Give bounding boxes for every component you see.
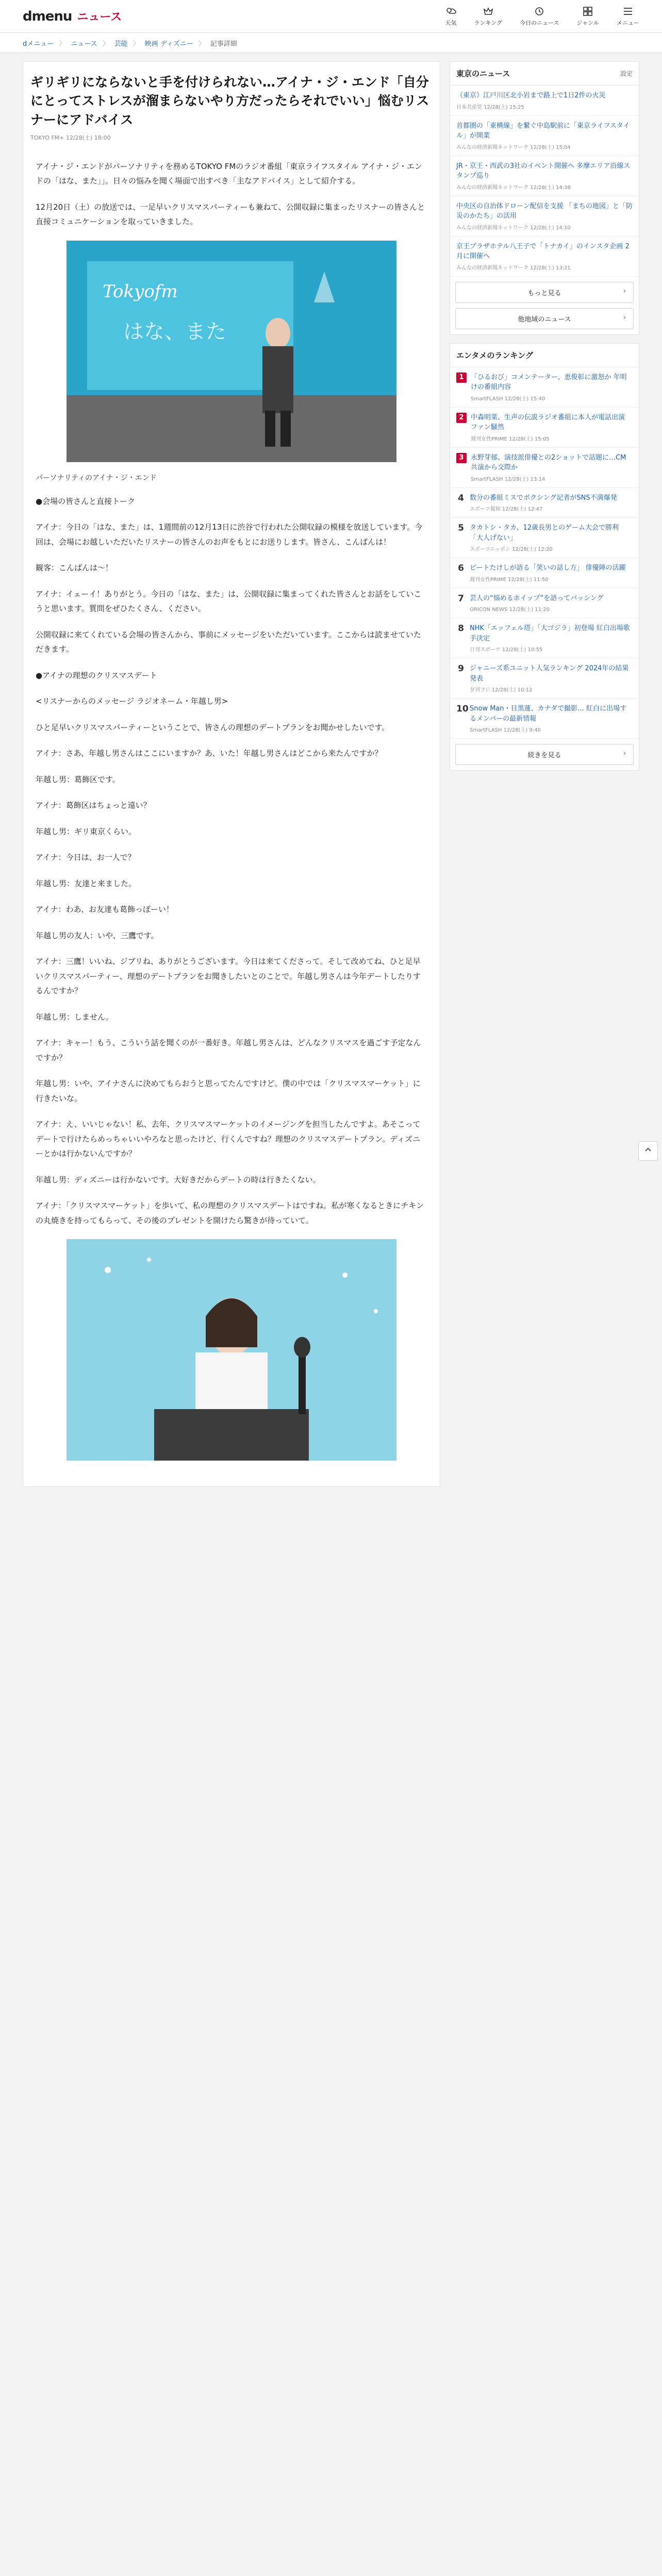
settings-link[interactable]: 設定: [620, 70, 633, 77]
rank-number: 6: [458, 563, 464, 573]
tokyo-news-source: みんなの経済新聞ネットワーク 12/28(土) 15:04: [456, 144, 571, 150]
dialogue-line: アイナ：さあ、年越し男さんはここにいますか？あ、いた！年越し男さんはどこから来たんですか？: [36, 749, 383, 758]
ranking-item-source: 週刊女性PRIME 12/28(土) 11:50: [470, 577, 549, 583]
dialogue-line: アイナ：わあ、お友達も葛飾っぽーい！: [36, 905, 174, 914]
dialogue-line: ひと足早いクリスマスパーティーということで、皆さんの理想のデートプランをお聞かせしたいです。: [36, 722, 390, 732]
breadcrumb-current: 記事詳細: [210, 40, 237, 48]
ranking-item-title: ビートたけしが語る「笑いの話し方」 俳優陣の活躍: [470, 564, 626, 572]
site-logo[interactable]: [23, 8, 122, 24]
brand-name: dmenu: [23, 9, 72, 24]
sidebar: [450, 61, 639, 1487]
dialogue-line: 年越し男：ギリ東京くらい。: [36, 826, 137, 836]
header-ranking-label: ランキング: [474, 19, 503, 26]
ranking-item-source: 日刊スポーツ 12/28(土) 10:55: [470, 647, 543, 653]
dialogue-line: 観客：こんばんは～！: [36, 563, 113, 573]
ranking-item[interactable]: [450, 408, 639, 448]
rank-number: 7: [458, 593, 464, 604]
photo-caption-1: パーソナリティのアイナ・ジ・エンド: [36, 473, 157, 482]
ranking-item-title: 「ひるおび」コメンテーター、恵俊彰に激怒か 年明けの番組内容: [471, 373, 627, 391]
rank-number: 2: [456, 413, 467, 423]
article-paragraph: アイナ・ジ・エンドがパーソナリティを務めるTOKYO FMのラジオ番組「東京ライフスタイル アイナ・ジ・エンドの「はな、また」」。日々の悩みを聞く場面で出すべき「主なアドバイス」として紹介する。: [36, 161, 422, 186]
breadcrumb-separator: 〉: [59, 40, 66, 48]
ranking-item-title: NHK「エッフェル塔」「大ゴジラ」初登場 紅白出場歌手決定: [470, 624, 630, 642]
ranking-item-title: タカトシ・タカ、12歳長男とのゲーム大会で勝利 「大人げない」: [470, 524, 619, 542]
article-paragraph: 12月20日（土）の放送では、一足早いクリスマスパーティーも兼ねて、公開収録に集まったリスナーの皆さんと直接コミュニケーションを取っていきました。: [36, 202, 425, 227]
ranking-item-title: 中森明菜、生声の伝説ラジオ番組に本人が電話出演 ファン騒然: [471, 413, 625, 431]
dialogue-line: 年越し男の友人：いや、三鷹です。: [36, 930, 159, 940]
ranking-item-source: SmartFLASH 12/28(土) 15:40: [471, 396, 545, 402]
ranking-item-source: スポーツニッポン 12/28(土) 12:20: [470, 547, 553, 552]
dialogue-line: アイナ：「クリスマスマーケット」を歩いて、私の理想のクリスマスデートはですね。私が寒くなるときにチキンの丸焼きを持ってもらって、その後のプレゼントを開けたら驚きが待っていて。: [36, 1201, 424, 1225]
section-heading: ●会場の皆さんと直接トーク: [36, 496, 136, 506]
tokyo-news-title: 東京のニュース: [456, 69, 510, 78]
other-area-button[interactable]: 他地域のニュース ›: [455, 308, 634, 329]
genre-icon: [582, 6, 593, 16]
tokyo-news-item[interactable]: [450, 156, 639, 196]
ranking-icon: [483, 6, 494, 16]
breadcrumb-dmenu[interactable]: dメニュー: [23, 40, 54, 48]
header-weather[interactable]: [445, 6, 456, 27]
header-genre[interactable]: [576, 6, 599, 27]
tokyo-news-title-text: 京王プラザホテル八王子で「トナカイ」のインスタ企画 2月に開催へ: [456, 242, 630, 260]
ranking-box: [450, 343, 639, 771]
tokyo-news-source: みんなの経済新聞ネットワーク 12/28(土) 14:38: [456, 184, 571, 191]
rank-number: 9: [458, 664, 464, 674]
site-header: [0, 0, 662, 33]
dialogue-line: アイナ：今日の「はな、また」は、1週間前の12月13日に渋谷で行われた公開収録の模様を放送しています。今回は、会場にお越しいただいたリスナーの皆さんのお声をもとにお送りします。皆さん、こんばんは！: [36, 522, 423, 547]
ranking-item[interactable]: [450, 488, 639, 518]
tokyo-news-item[interactable]: [450, 86, 639, 116]
tokyo-news-item[interactable]: [450, 196, 639, 236]
tokyo-news-source: みんなの経済新聞ネットワーク 12/28(土) 14:10: [456, 225, 571, 231]
article-photo-2[interactable]: [67, 1239, 396, 1461]
tokyo-news-source: みんなの経済新聞ネットワーク 12/28(土) 13:21: [456, 265, 571, 271]
ranking-item[interactable]: [450, 588, 639, 619]
rank-number: 5: [458, 523, 464, 533]
tokyo-news-item[interactable]: [450, 236, 639, 277]
ranking-item[interactable]: [450, 518, 639, 558]
article-meta: TOKYO FM+ 12/28(土) 18:00: [30, 134, 111, 141]
article-body: [30, 159, 433, 1461]
tokyo-news-box: [450, 61, 639, 335]
dialogue-line: アイナ：イェーイ！ありがとう。今日の「はな、また」は、公開収録に集まってくれた皆さんとお話をしていこうと思います。質問をぜひたくさん、ください。: [36, 589, 422, 614]
ranking-item[interactable]: [450, 367, 639, 408]
ranking-item-source: 夕刊フジ 12/28(土) 10:12: [470, 687, 533, 693]
header-today[interactable]: [520, 6, 559, 27]
breadcrumb-movie[interactable]: 映画 ディズニー: [144, 40, 193, 48]
tokyo-news-title-text: 首都圏の「東横線」を繋ぐ中島駅前に「東京ライフスタイル」が開業: [456, 122, 630, 140]
ranking-item-source: SmartFLASH 12/28(土) 13:14: [471, 476, 545, 482]
svg-text:はな、また: はな、また: [123, 319, 226, 344]
tokyo-news-title-text: （東京）江戸川区北小岩まで路上で1日2件の火災: [456, 92, 606, 99]
breadcrumb-separator: 〉: [198, 40, 205, 48]
ranking-item-title: 永野芽郁、演技派俳優との2ショットで話題に…CM共演から交際か: [471, 453, 626, 471]
tokyo-news-title-text: JR・京王・西武の3社のイベント開催へ 多摩エリア沿線スタンプ巡り: [456, 162, 631, 180]
ranking-item-source: SmartFLASH 12/28(土) 9:40: [470, 727, 541, 733]
more-button[interactable]: もっと見る ›: [455, 282, 634, 303]
header-menu-label: メニュー: [617, 19, 639, 26]
ranking-item-source: ORICON NEWS 12/28(土) 11:20: [470, 607, 550, 613]
scroll-to-top-button[interactable]: [638, 1141, 658, 1161]
menu-icon: [622, 6, 634, 16]
header-today-label: 今日のニュース: [520, 19, 559, 26]
rank-number: 4: [458, 493, 464, 503]
ranking-item-title: ジャニーズ系ユニット人気ランキング 2024年の結果発表: [470, 665, 629, 683]
news-today-icon: [534, 6, 545, 16]
ranking-item-source: スポーツ報知 12/28(土) 12:47: [470, 506, 543, 512]
header-genre-label: ジャンル: [576, 19, 599, 26]
ranking-item-source: 週刊女性PRIME 12/28(土) 15:05: [471, 436, 550, 442]
breadcrumb-separator: 〉: [133, 40, 140, 48]
dialogue-line: アイナ：キャー！もう、こういう話を聞くのが一番好き。年越し男さんは、どんなクリスマスを過ごす予定なんですか？: [36, 1038, 421, 1062]
dialogue-line: 公開収録に来てくれている会場の皆さんから、事前にメッセージをいただいています。ここからは読ませていただきます。: [36, 630, 421, 654]
rank-number: 3: [456, 453, 467, 463]
dialogue-line: 年越し男：ディズニーは行かないです。大好きだからデートの時は行きたくない。: [36, 1175, 321, 1184]
ranking-item[interactable]: [450, 448, 639, 488]
ranking-item-title: Snow Man・目黒蓮、カナダで撮影… 紅白に出場するメンバーの最新情報: [470, 705, 627, 723]
ranking-item[interactable]: [450, 699, 639, 739]
breadcrumb: [0, 33, 662, 53]
dialogue-line: <リスナーからのメッセージ ラジオネーム・年越し男>: [36, 697, 228, 706]
ranking-header: [450, 344, 639, 367]
header-weather-label: 天気: [445, 19, 457, 26]
dialogue-line: 年越し男：友達と来ました。: [36, 878, 137, 888]
header-menu[interactable]: [617, 6, 639, 27]
article-figure: [30, 241, 433, 462]
svg-text:Tokyofm: Tokyofm: [103, 281, 178, 302]
dialogue-line: 年越し男：しません。: [36, 1012, 113, 1022]
tokyo-news-source: 日本共産党 12/28(土) 15:25: [456, 104, 524, 110]
dialogue-line: アイナ：葛飾区はちょっと遠い？: [36, 801, 151, 810]
ranking-item[interactable]: [450, 558, 639, 588]
tokyo-news-header: [450, 62, 639, 86]
article-photo-1[interactable]: [67, 241, 396, 462]
header-nav: [445, 6, 639, 27]
dialogue-line: アイナ：今日は、お一人で？: [36, 853, 136, 862]
dialogue-line: 年越し男：葛飾区です。: [36, 774, 120, 784]
ranking-more-button[interactable]: 続きを見る ›: [455, 744, 634, 765]
header-ranking[interactable]: [474, 6, 502, 27]
breadcrumb-separator: 〉: [102, 40, 109, 48]
ranking-item-title: 数分の番組ミスでボクシング記者がSNS不満爆発: [470, 494, 617, 502]
dialogue-line: 年越し男：いや、アイナさんに決めてもらおうと思ってたんですけど。僕の中では「クリスマスマーケット」に行きたいな。: [36, 1079, 421, 1103]
chevron-up-icon: [644, 1146, 652, 1156]
ranking-title: エンタメのランキング: [456, 350, 533, 360]
dialogue-line: アイナ：え、いいじゃない！私、去年、クリスマスマーケットのイメージングを担当したんですよ。あそこってデートで行けたらめっちゃいいやろなと思ったけど、行くんですね？理想のクリスマスデートプラン。ディズニーとかは行かないんですか？: [36, 1120, 421, 1159]
ranking-item-title: 芸人の“悩めるホイップ”を語ってバッシング: [470, 594, 604, 602]
tokyo-news-item[interactable]: [450, 116, 639, 156]
article-figure: [30, 1239, 433, 1461]
dialogue-line: ●アイナの理想のクリスマスデート: [36, 670, 157, 680]
breadcrumb-entertainment[interactable]: 芸能: [114, 40, 128, 48]
weather-icon: [445, 6, 456, 16]
tokyo-news-title-text: 中央区の自治体ドローン配信を支援 「まちの地図」と「防災のかたち」の活用: [456, 202, 633, 220]
dialogue-line: アイナ：三鷹！いいね、ジブリね、ありがとうございます。今日は来てくださって。そして改めてね、ひと足早いクリスマスパーティー、理想のデートプランをお聞きしたいとのことで。年越し男さんは今年デートしたりするんですか？: [36, 957, 421, 996]
rank-number: 1: [456, 372, 467, 383]
breadcrumb-news[interactable]: ニュース: [71, 40, 97, 48]
article: [23, 61, 440, 1487]
rank-number: 10: [456, 704, 469, 714]
ranking-item[interactable]: [450, 618, 639, 658]
rank-number: 8: [458, 623, 464, 634]
article-title: ギリギリにならないと手を付けられない…アイナ・ジ・エンド「自分にとってストレスが溜まらないやり方だったらそれでいい」悩むリスナーにアドバイス: [30, 75, 429, 127]
ranking-item[interactable]: [450, 658, 639, 699]
section-name: ニュース: [77, 11, 122, 24]
